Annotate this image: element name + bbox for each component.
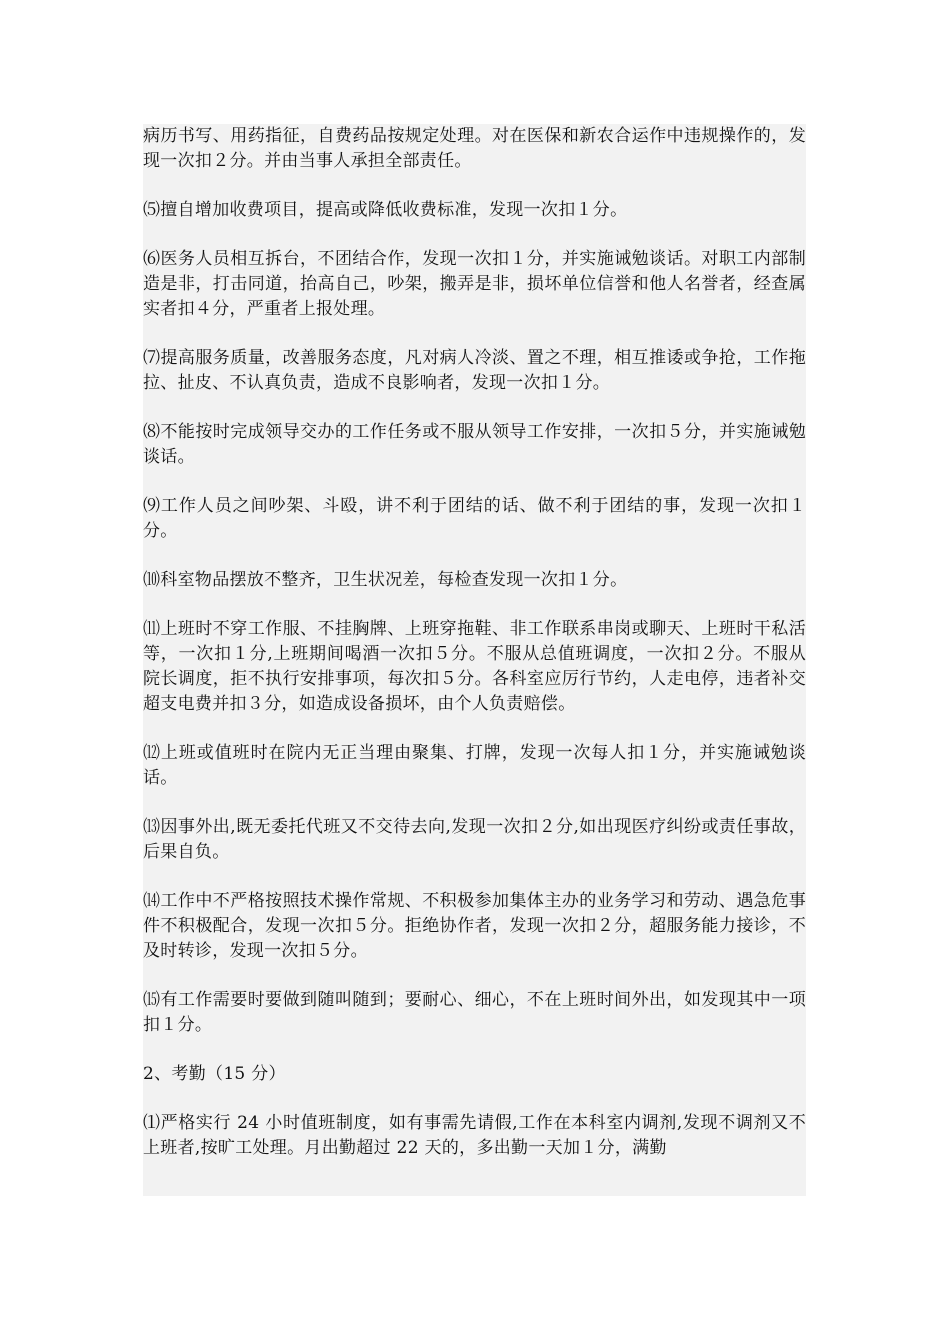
paragraph-item-14: ⒁工作中不严格按照技术操作常规、不积极参加集体主办的业务学习和劳动、遇急危事件不积极配合，发现一次扣５分。拒绝协作者，发现一次扣２分，超服务能力接诊，不及时转诊，发现一次扣５分。 xyxy=(143,891,806,961)
paragraph-item-6: ⑹医务人员相互拆台，不团结合作，发现一次扣１分，并实施诫勉谈话。对职工内部制造是非，打击同道，抬高自己，吵架，搬弄是非，损坏单位信誉和他人名誉者，经查属实者扣４分，严重者上报处理。 xyxy=(143,249,806,319)
paragraph-item-12: ⑿上班或值班时在院内无正当理由聚集、打牌，发现一次每人扣１分，并实施诫勉谈话。 xyxy=(143,743,806,788)
document-text-block xyxy=(143,124,806,1196)
paragraph-item-15: ⒂有工作需要时要做到随叫随到；要耐心、细心，不在上班时间外出，如发现其中一项扣１分。 xyxy=(143,990,806,1035)
paragraph-item-11: ⑾上班时不穿工作服、不挂胸牌、上班穿拖鞋、非工作联系串岗或聊天、上班时干私活等，一次扣１分,上班期间喝酒一次扣５分。不服从总值班调度，一次扣２分。不服从院长调度，拒不执行安排事项，每次扣５分。各科室应厉行节约，人走电停，违者补交超支电费并扣３分，如造成设备损坏，由个人负责赔偿。 xyxy=(143,619,806,714)
paragraph-item-8: ⑻不能按时完成领导交办的工作任务或不服从领导工作安排，一次扣５分，并实施诫勉谈话。 xyxy=(143,422,806,467)
paragraph-item-9: ⑼工作人员之间吵架、斗殴，讲不利于团结的话、做不利于团结的事，发现一次扣１分。 xyxy=(143,496,806,541)
paragraph-item-13: ⒀因事外出,既无委托代班又不交待去向,发现一次扣２分,如出现医疗纠纷或责任事故，后果自负。 xyxy=(143,817,806,862)
paragraph-attendance-item-1: ⑴严格实行 24 小时值班制度，如有事需先请假,工作在本科室内调剂,发现不调剂又不上班者,按旷工处理。月出勤超过 22 天的，多出勤一天加１分，满勤 xyxy=(143,1113,806,1158)
paragraph-medical-records: 病历书写、用药指征，自费药品按规定处理。对在医保和新农合运作中违规操作的，发现一次扣２分。并由当事人承担全部责任。 xyxy=(143,126,806,171)
section-heading-attendance: 2、考勤（15 分） xyxy=(143,1064,286,1084)
paragraph-item-7: ⑺提高服务质量，改善服务态度，凡对病人冷淡、置之不理，相互推诿或争抢，工作拖拉、扯皮、不认真负责，造成不良影响者，发现一次扣１分。 xyxy=(143,348,806,393)
paragraph-item-5: ⑸擅自增加收费项目，提高或降低收费标准，发现一次扣１分。 xyxy=(143,200,628,220)
paragraph-item-10: ⑽科室物品摆放不整齐，卫生状况差，每检查发现一次扣１分。 xyxy=(143,570,628,590)
